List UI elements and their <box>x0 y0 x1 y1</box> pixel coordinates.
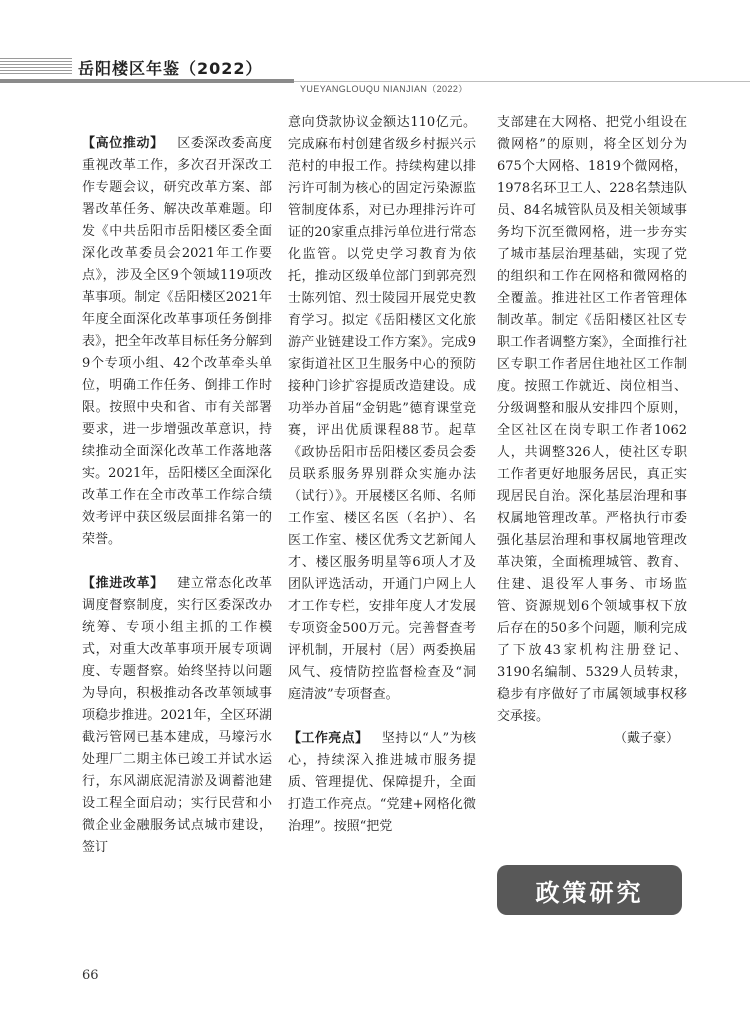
paragraph-continued: 意向贷款协议金额达110亿元。完成麻布村创建省级乡村振兴示范村的申报工作。持续构建以排污许可制为核心的固定污染源监管制度体系，对已办理排污许可证的20家重点排污单位进行常态化监管。以党史学习教育为依托，推动区级单位部门到郭亮烈士陈列馆、烈士陵园开展党史教育学习。拟定《岳阳楼区文化旅游产业链建设工作方案》。完成9家街道社区卫生服务中心的预防接种门诊扩容提质改造建设。成功举办首届“金钥匙”德育课堂竞赛，评出优质课程88节。起草《政协岳阳市岳阳楼区委员会委员联系服务界别群众实施办法（试行）》。开展楼区名师、名师工作室、楼区名医（名护）、名医工作室、楼区优秀文艺新闻人才、楼区服务明星等6项人才及团队评选活动，开通门户网上人才工作专栏，安排年度人才发展专项资金500万元。完善督查考评机制，开展村（居）两委换届风气、疫情防控监督检查及“洞庭清波”专项督查。 <box>288 115 476 702</box>
paragraph-continued: 支部建在大网格、把党小组设在微网格”的原则，将全区划分为675个大网格、1819个微网格，1978名环卫工人、228名禁违队员、84名城管队员及相关领域事务均下沉至微网格，进一步夯实了城市基层治理基础，实现了党的组织和工作在网格和微网格的全覆盖。推进社区工作者管理体制改革。制定《岳阳楼区社区专职工作者调整方案》，全面推行社区专职工作者居住地社区工作制度。按照工作就近、岗位相当、分级调整和服从安排四个原则，全区社区在岗专职工作者1062人，共调整326人，使社区专职工作者更好地服务居民，真正实现居民自治。深化基层治理和事权属地管理改革。严格执行市委强化基层治理和事权属地管理改革决策，全面梳理城管、教育、住建、退役军人事务、市场监管、资源规划6个领域事权下放后存在的50多个问题，顺利完成了下放43家机构注册登记、3190名编制、5329人员转隶，稳步有序做好了市属领域事权移交承接。 <box>497 115 687 724</box>
section-label: 政策研究 <box>535 877 644 907</box>
paragraph-promote-reform <box>82 573 272 859</box>
text-column-3 <box>497 112 687 750</box>
paragraph-work-highlights <box>288 728 476 838</box>
paragraph-text: 建立常态化改革调度督察制度，实行区委深改办统筹、专项小组主抓的工作模式，对重大改革事项开展专项调度、专题督察。始终坚持以问题为导向，积极推动各改革领域事项稳步推进。2021年，全区环湖截污管网已基本建成，马壕污水处理厂二期主体已竣工并试水运行，东风湖底泥清淤及调蓄池建设工程全面启动；实行民营和小微企业金融服务试点城市建设，签订 <box>82 576 272 855</box>
text-column-1 <box>82 133 272 859</box>
section-heading: 【推进改革】 <box>82 576 164 591</box>
running-header-subtitle: YUEYANGLOUQU NIANJIAN（2022） <box>300 84 468 94</box>
page-number: 66 <box>82 968 99 983</box>
running-header-title: 岳阳楼区年鉴（2022） <box>78 59 263 78</box>
text-column-2 <box>288 112 476 838</box>
author-signature: （戴子豪） <box>613 731 679 746</box>
section-heading: 【高位推动】 <box>82 136 164 151</box>
section-heading: 【工作亮点】 <box>288 731 369 746</box>
paragraph-text: 坚持以“人”为核心，持续深入推进城市服务提质、管理提优、保障提升，全面打造工作亮点。“党建+网格化微治理”。按照“把党 <box>288 731 476 834</box>
section-label-box <box>497 865 682 915</box>
paragraph-high-level-promotion <box>82 133 272 551</box>
paragraph-text: 区委深改委高度重视改革工作，多次召开深改工作专题会议，研究改革方案、部署改革任务、解决改革难题。印发《中共岳阳市岳阳楼区委全面深化改革委员会2021年工作要点》，涉及全区9个领域119项改革事项。制定《岳阳楼区2021年年度全面深化改革事项任务倒排表》，把全年改革目标任务分解到9个专项小组、42个改革牵头单位，明确工作任务、倒排工作时限。按照中央和省、市有关部署要求，进一步增强改革意识，持续推动全面深化改革工作落地落实。2021年，岳阳楼区全面深化改革工作在全市改革工作综合绩效考评中获区级层面排名第一的荣誉。 <box>82 136 272 547</box>
header-decoration-lines <box>0 58 72 80</box>
